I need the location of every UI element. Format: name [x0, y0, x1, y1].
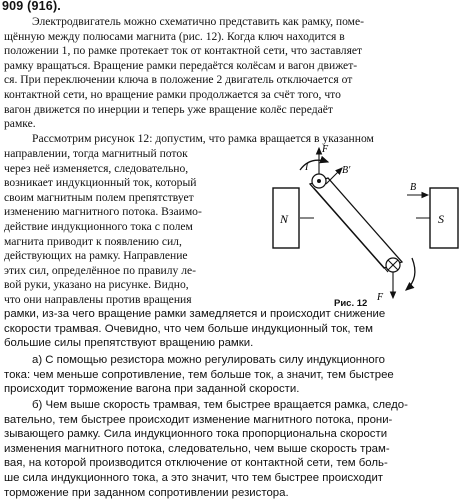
text-line: направлении, тогда магнитный поток — [4, 147, 188, 160]
magnet-south-pole — [430, 188, 458, 248]
text-line: действие индукционного тока с полем — [4, 219, 193, 233]
text-line: Электродвигатель можно схематично представить как рамку, поме- — [32, 15, 365, 28]
answer-a — [4, 353, 471, 397]
label-s: S — [438, 212, 444, 226]
motor-frame-diagram — [270, 140, 470, 308]
text-line: ся. При переключении ключа в положение 2 двигатель отключается от — [4, 73, 353, 87]
label-force-top: F — [322, 144, 329, 155]
label-field: B — [410, 182, 417, 193]
text-line: изменению магнитного потока. Взаимо- — [4, 205, 202, 219]
paragraph-3 — [4, 307, 471, 351]
text-line: возникает индукционный ток, который — [4, 176, 197, 190]
label-force-bottom: F — [377, 292, 384, 303]
text-line: вательно, тем быстрее происходит изменение магнитного потока, прони- — [4, 413, 393, 426]
text-line: вой руки, указано на рисунке. Видно, — [4, 278, 189, 292]
text-line: своим магнитным полем препятствует — [4, 190, 194, 204]
problem-number: 909 (916). — [2, 0, 61, 13]
text-line: скорости трамвая. Очевидно, что чем больше индукционный ток, тем — [4, 322, 373, 335]
paragraph-2-column — [4, 147, 272, 308]
text-line: положении 1, по рамке протекает ток от контактной сети, что заставляет — [4, 44, 363, 58]
text-line: ше сила индукционного тока, а это значит, что тем быстрее происходит — [4, 471, 384, 484]
text-line: вагон движется по инерции и теперь уже вращение колёс передаёт — [4, 102, 333, 116]
text-line: рамке. — [4, 117, 36, 131]
text-line: рамку вращаться. Вращение рамки передаётся колёсам и вагон движет- — [4, 58, 358, 72]
rotating-frame — [310, 178, 402, 268]
text-line: торможение при заданном сопротивлении резистора. — [4, 486, 289, 499]
text-line: Рассмотрим рисунок 12: допустим, что рамка вращается в указанном — [32, 132, 374, 145]
text-line: вая, на которой производится отключение от контактной сети, тем боль- — [4, 457, 388, 470]
text-line: действующих на рамку. Направление — [4, 249, 188, 263]
text-line: что они направлены против вращения — [4, 292, 192, 306]
text-line: контактной сети, но вращение рамки продолжается за счёт того, что — [4, 87, 341, 101]
text-line: тока: чем меньше сопротивление, тем больше ток, а значит, тем быстрее — [4, 368, 394, 381]
text-line: этих сил, определённое по правилу ле- — [4, 263, 197, 277]
text-line: рамки, из-за чего вращение рамки замедляется и происходит снижение — [4, 308, 386, 320]
text-line: через неё изменяется, следовательно, — [4, 161, 189, 175]
text-line: зывающего рамку. Сила индукционного тока пропорциональна скорости — [4, 428, 388, 441]
label-induced-field: B′ — [342, 165, 351, 176]
text-line: большие силы препятствуют вращению рамки. — [4, 337, 254, 350]
figure-caption: Рис. 12 — [334, 298, 368, 309]
paragraph-1 — [4, 15, 471, 132]
text-line: щённую между полюсами магнита (рис. 12). Когда ключ находится в — [4, 29, 345, 43]
rotation-arrow-bottom — [406, 258, 415, 290]
text-line: б) Чем выше скорость трамвая, тем быстрее вращается рамка, следо- — [32, 399, 408, 411]
text-line: происходит торможение вагона при заданной скорости. — [4, 383, 300, 396]
answer-b — [4, 398, 471, 500]
figure-12 — [270, 140, 470, 308]
label-current: I — [305, 162, 309, 173]
induced-field-arrow — [326, 168, 342, 184]
text-line: а) С помощью резистора можно регулировать силу индукционного — [32, 354, 385, 366]
text-line: магнита приводит к появлению сил, — [4, 234, 182, 248]
label-n: N — [280, 212, 289, 226]
text-line: изменения магнитного потока, следовательно, чем выше скорость трам- — [4, 442, 390, 455]
